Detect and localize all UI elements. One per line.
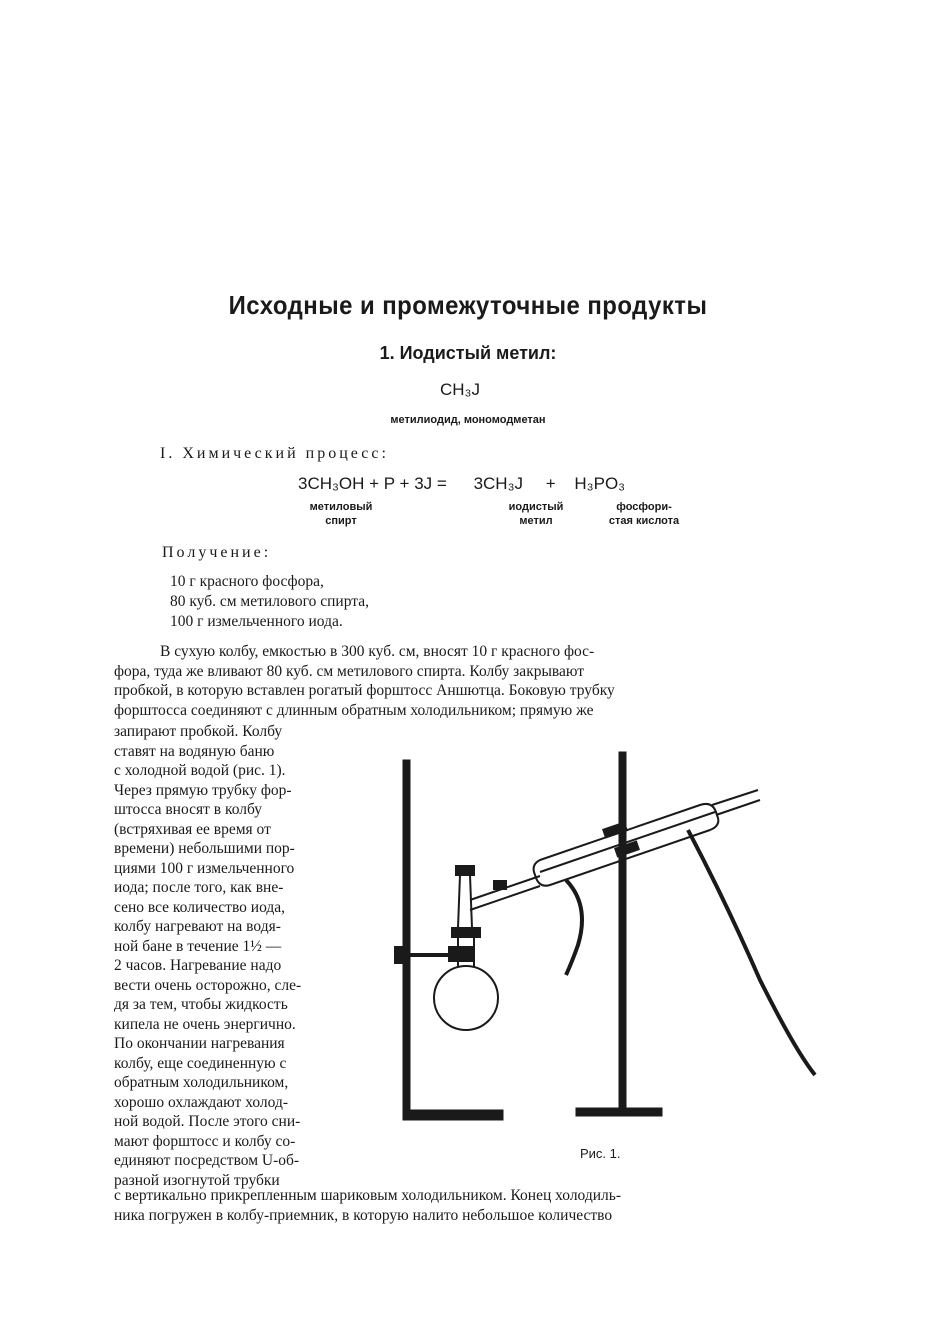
text-line: мают форштосс и колбу со-: [114, 1132, 296, 1150]
text-line: штосса вносят в колбу: [114, 801, 263, 818]
text-line: единяют посредством U-об-: [114, 1152, 300, 1169]
text-line: пробкой, в которую вставлен рогатый форштосс Аншютца. Боковую трубку: [114, 682, 615, 699]
text-line: кипела не очень энергично.: [114, 1015, 296, 1033]
text-line: Через прямую трубку фор-: [114, 781, 292, 799]
text-line: циями 100 г измельченного: [114, 859, 295, 877]
equation-label-1-line-2: спирт: [325, 515, 357, 527]
text-line: фора, туда же вливают 80 куб. см метилового спирта. Колбу закрывают: [114, 662, 585, 680]
equation-label-3-line-1: фосфори-: [616, 501, 672, 513]
text-line: хорошо охлаждают холод-: [114, 1093, 288, 1111]
text-line: обратным холодильником,: [114, 1074, 289, 1091]
text-line: иода; после того, как вне-: [114, 879, 284, 896]
text-line: колбу нагревают на водя-: [114, 918, 281, 935]
equation-product-2: H₃PO₃: [574, 474, 626, 493]
formula-name: метилиодид, мономодметан: [390, 414, 546, 426]
text-line: сено все количество иода,: [114, 898, 286, 916]
text-line: По окончании нагревания: [114, 1035, 285, 1052]
figure-caption: Рис. 1.: [580, 1146, 621, 1161]
text-line: ставят на водяную баню: [114, 742, 275, 760]
text-line: вести очень осторожно, сле-: [114, 976, 302, 994]
equation-product-1: 3CH₃J: [473, 474, 523, 493]
text-line: 2 часов. Нагревание надо: [114, 957, 282, 974]
text-line: ной водой. После этого сни-: [114, 1113, 301, 1130]
equation-label-1-line-1: метиловый: [309, 501, 373, 513]
right-stand-icon: [576, 752, 662, 1116]
text-line: В сухую колбу, емкостью в 300 куб. см, вносят 10 г красного фос-: [160, 643, 595, 660]
text-line: с вертикально прикрепленным шариковым холодильником. Конец холодиль-: [114, 1187, 622, 1204]
text-line: разной изогнутой трубки: [114, 1171, 280, 1189]
text-line: колбу, еще соединенную с: [114, 1054, 287, 1072]
process-heading: I. Химический процесс:: [160, 445, 389, 462]
ingredient-item: 100 г измельченного иода.: [170, 613, 343, 630]
chemical-formula: CH₃J: [440, 380, 480, 399]
receiving-heading: Получение:: [162, 544, 272, 561]
text-line: ника погружен в колбу-приемник, в которую налито небольшое количество: [114, 1206, 613, 1224]
left-stand-icon: [403, 760, 503, 1120]
equation-label-3-line-2: стая кислота: [608, 515, 680, 527]
text-line: с холодной водой (рис. 1).: [114, 762, 286, 779]
section-subtitle: 1. Иодистый метил:: [379, 343, 557, 363]
condenser-icon: [534, 790, 760, 886]
text-line: ной бане в течение 1½ —: [114, 937, 282, 955]
equation-label-2-line-2: метил: [519, 515, 553, 527]
equation-reactants: 3CH₃OH + P + 3J =: [298, 474, 447, 493]
text-line: дя за тем, чтобы жидкость: [114, 996, 288, 1013]
text-line: времени) небольшими пор-: [114, 840, 295, 857]
page-title: Исходные и промежуточные продукты: [228, 290, 708, 320]
ingredient-item: 10 г красного фосфора,: [170, 573, 324, 590]
text-line: запирают пробкой. Колбу: [114, 723, 283, 740]
equation-label-2-line-1: иодистый: [508, 501, 564, 513]
text-line: (встряхивая ее время от: [114, 820, 271, 838]
clamp-icon: [396, 948, 472, 962]
text-line: форштосса соединяют с длинным обратным холодильником; прямую же: [114, 701, 594, 719]
ingredient-item: 80 куб. см метилового спирта,: [170, 593, 369, 610]
equation-plus: +: [545, 474, 556, 493]
